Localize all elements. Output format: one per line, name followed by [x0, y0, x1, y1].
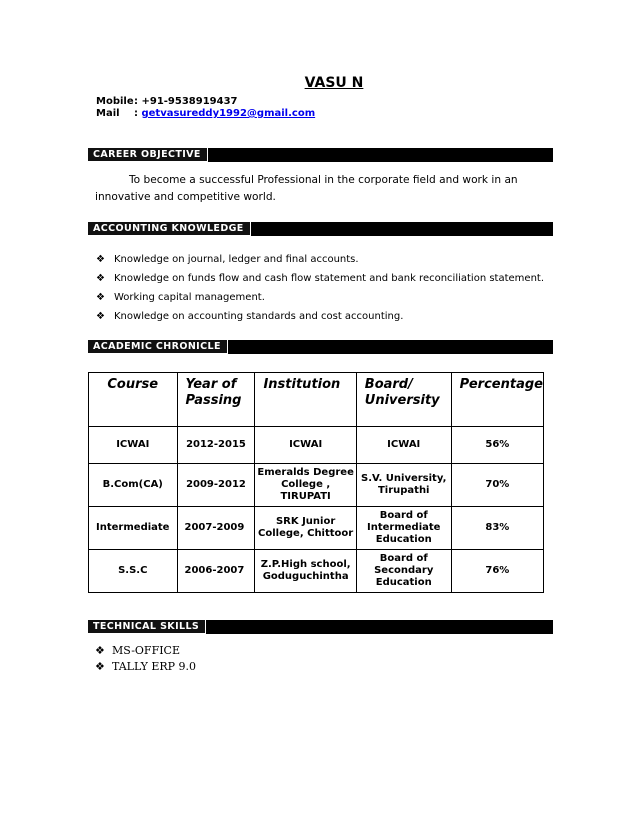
list-item — [96, 250, 544, 269]
table-cell: Board of Intermediate Education — [356, 507, 451, 550]
table-cell: S.V. University, Tirupathi — [356, 464, 451, 507]
section-title: ACCOUNTING KNOWLEDGE — [88, 222, 251, 236]
diamond-bullet-icon: ❖ — [95, 660, 105, 673]
table-row — [89, 507, 544, 550]
section-header-accounting-knowledge — [88, 222, 553, 236]
list-item-text: Knowledge on journal, ledger and final accounts. — [114, 254, 359, 265]
section-title: ACADEMIC CHRONICLE — [88, 340, 228, 354]
diamond-bullet-icon: ❖ — [96, 273, 105, 284]
table-cell: S.S.C — [89, 550, 178, 593]
email-link[interactable]: getvasureddy1992@gmail.com — [141, 108, 316, 119]
table-cell: Intermediate — [89, 507, 178, 550]
resume-name: VASU N — [304, 75, 364, 91]
mobile-label: Mobile — [96, 96, 134, 107]
mail-line — [96, 108, 315, 119]
list-item-text: MS-OFFICE — [112, 644, 180, 657]
mail-label: Mail — [96, 108, 120, 119]
column-header-percentage: Percentage — [451, 373, 543, 427]
list-item-text: Working capital management. — [114, 292, 265, 303]
table-cell: ICWAI — [356, 427, 451, 464]
table-row — [89, 427, 544, 464]
table-cell: B.Com(CA) — [89, 464, 178, 507]
table-row — [89, 550, 544, 593]
diamond-bullet-icon: ❖ — [95, 644, 105, 657]
mail-separator: : — [134, 108, 138, 119]
section-title: CAREER OBJECTIVE — [88, 148, 208, 162]
table-cell: 76% — [451, 550, 543, 593]
table-header-row — [89, 373, 544, 427]
table-cell: 2007-2009 — [177, 507, 255, 550]
section-header-technical-skills — [88, 620, 553, 634]
list-item — [96, 269, 544, 288]
accounting-knowledge-list — [96, 250, 544, 326]
table-cell: SRK Junior College, Chittoor — [255, 507, 356, 550]
table-cell: ICWAI — [255, 427, 356, 464]
table-cell: ICWAI — [89, 427, 178, 464]
table-cell: 2006-2007 — [177, 550, 255, 593]
list-item-text: Knowledge on accounting standards and cost accounting. — [114, 311, 404, 322]
column-header-course: Course — [89, 373, 178, 427]
list-item — [96, 288, 544, 307]
column-header-year: Year of Passing — [177, 373, 255, 427]
table-cell: 83% — [451, 507, 543, 550]
list-item-text: TALLY ERP 9.0 — [112, 660, 197, 673]
list-item — [96, 307, 544, 326]
section-title: TECHNICAL SKILLS — [88, 620, 206, 634]
table-cell: 56% — [451, 427, 543, 464]
diamond-bullet-icon: ❖ — [96, 311, 105, 322]
list-item-text: Knowledge on funds flow and cash flow statement and bank reconciliation statement. — [114, 273, 545, 284]
diamond-bullet-icon: ❖ — [96, 292, 105, 303]
technical-skills-list — [95, 643, 196, 675]
academic-chronicle-table — [88, 372, 544, 593]
mobile-line — [96, 96, 238, 107]
section-header-academic-chronicle — [88, 340, 553, 354]
table-cell: Z.P.High school, Goduguchintha — [255, 550, 356, 593]
section-header-career-objective — [88, 148, 553, 162]
table-cell: 2012-2015 — [177, 427, 255, 464]
table-cell: Emeralds Degree College , TIRUPATI — [255, 464, 356, 507]
column-header-board: Board/ University — [356, 373, 451, 427]
column-header-institution: Institution — [255, 373, 356, 427]
list-item — [95, 659, 196, 675]
diamond-bullet-icon: ❖ — [96, 254, 105, 265]
table-cell: 70% — [451, 464, 543, 507]
table-cell: 2009-2012 — [177, 464, 255, 507]
mobile-value: : +91-9538919437 — [134, 96, 238, 107]
table-row — [89, 464, 544, 507]
table-cell: Board of Secondary Education — [356, 550, 451, 593]
objective-paragraph: To become a successful Professional in the corporate field and work in an innovative and competitive world. — [95, 174, 518, 203]
list-item — [95, 643, 196, 659]
